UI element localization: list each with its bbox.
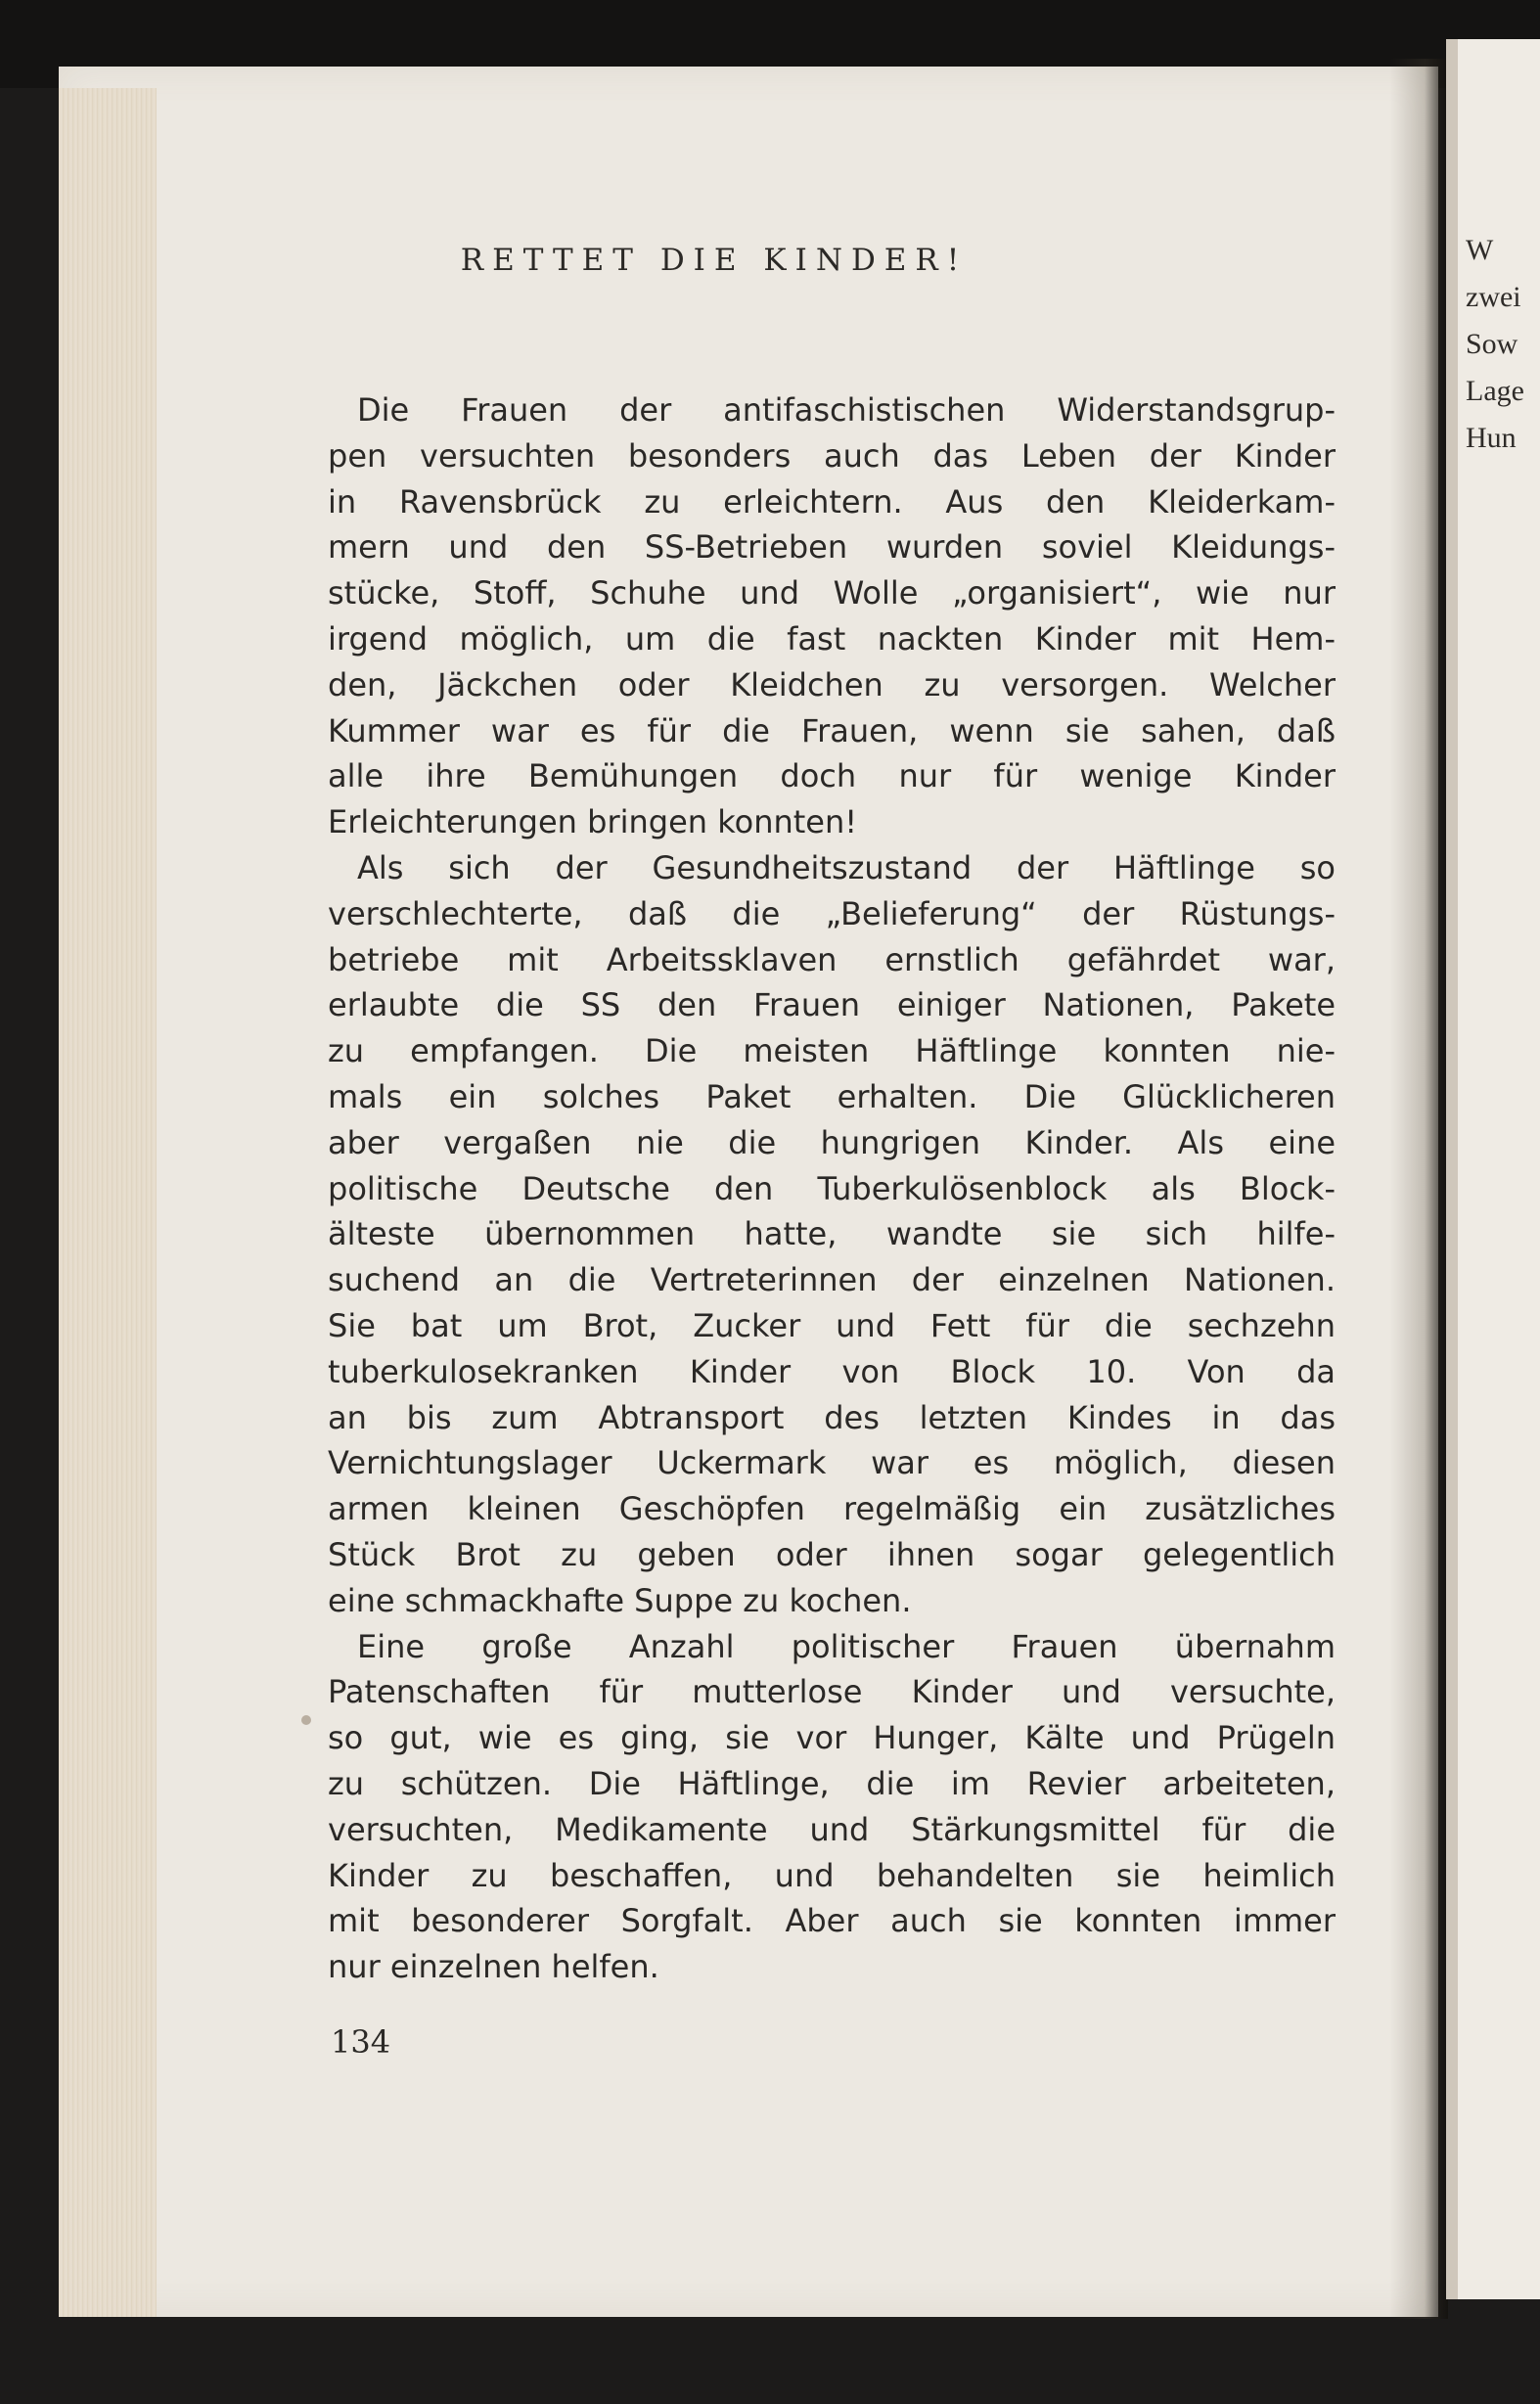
book-gutter <box>1389 59 1448 2319</box>
text-line: Kinder zu beschaffen, und behandelten sie heimlich <box>328 1856 1336 1894</box>
text-line: verschlechterte, daß die „Belieferung“ der Rüstungs- <box>328 894 1336 932</box>
text-line: eine schmackhafte Suppe zu kochen. <box>328 1581 912 1619</box>
text-line: alle ihre Bemühungen doch nur für wenige Kinder <box>328 757 1336 795</box>
page-stack-edge <box>59 88 157 2317</box>
right-page-edge <box>1446 39 1458 2299</box>
next-page-fragment: zwei <box>1466 281 1521 313</box>
text-line: mit besonderer Sorgfalt. Aber auch sie konnten immer <box>328 1902 1336 1940</box>
text-line: armen kleinen Geschöpfen regelmäßig ein zusätzliches <box>328 1490 1336 1528</box>
text-line: irgend möglich, um die fast nackten Kinder mit Hem- <box>328 619 1336 658</box>
text-line: zu schützen. Die Häftlinge, die im Revier arbeiteten, <box>328 1764 1336 1802</box>
text-line: erlaubte die SS den Frauen einiger Nationen, Pakete <box>328 986 1336 1024</box>
next-page-fragment: Lage <box>1466 375 1524 407</box>
text-line: nur einzelnen helfen. <box>328 1948 659 1986</box>
paragraph <box>328 1624 1336 1990</box>
next-page-fragment: Sow <box>1466 328 1518 360</box>
running-head: RETTET DIE KINDER! <box>460 243 969 278</box>
page-number: 134 <box>331 2023 391 2061</box>
text-line: Stück Brot zu geben oder ihnen sogar gelegentlich <box>328 1535 1336 1573</box>
next-page-fragments <box>1466 227 1524 462</box>
text-line: älteste übernommen hatte, wandte sie sich hilfe- <box>328 1215 1336 1253</box>
paragraph <box>328 387 1336 845</box>
text-line: an bis zum Abtransport des letzten Kindes in das <box>328 1398 1336 1436</box>
text-line: mern und den SS-Betrieben wurden soviel Kleidungs- <box>328 528 1336 567</box>
text-line: tuberkulosekranken Kinder von Block 10. Von da <box>328 1352 1336 1390</box>
text-line: zu empfangen. Die meisten Häftlinge konnten nie- <box>328 1032 1336 1070</box>
body-text <box>328 387 1336 1990</box>
text-line: den, Jäckchen oder Kleidchen zu versorgen. Welcher <box>328 665 1336 703</box>
text-line: Kummer war es für die Frauen, wenn sie sahen, daß <box>328 711 1336 749</box>
next-page-fragment: W <box>1466 234 1494 266</box>
text-line: Erleichterungen bringen konnten! <box>328 803 858 841</box>
next-page-fragment: Hun <box>1466 422 1517 454</box>
text-line: Patenschaften für mutterlose Kinder und versuchte, <box>328 1673 1336 1711</box>
text-line: aber vergaßen nie die hungrigen Kinder. Als eine <box>328 1123 1336 1161</box>
text-line: mals ein solches Paket erhalten. Die Glücklicheren <box>328 1077 1336 1115</box>
text-line: pen versuchten besonders auch das Leben der Kinder <box>328 436 1336 475</box>
text-line: Vernichtungslager Uckermark war es möglich, diesen <box>328 1444 1336 1482</box>
text-line: Eine große Anzahl politischer Frauen übernahm <box>357 1627 1336 1665</box>
text-line: in Ravensbrück zu erleichtern. Aus den Kleiderkam- <box>328 482 1336 521</box>
text-line: suchend an die Vertreterinnen der einzelnen Nationen. <box>328 1261 1336 1299</box>
paragraph <box>328 845 1336 1624</box>
text-line: versuchten, Medikamente und Stärkungsmittel für die <box>328 1810 1336 1848</box>
margin-mark <box>301 1715 311 1725</box>
text-line: Sie bat um Brot, Zucker und Fett für die sechzehn <box>328 1306 1336 1344</box>
text-line: betriebe mit Arbeitssklaven ernstlich gefährdet war, <box>328 940 1336 978</box>
text-line: so gut, wie es ging, sie vor Hunger, Kälte und Prügeln <box>328 1719 1336 1757</box>
text-line: Die Frauen der antifaschistischen Widerstandsgrup- <box>357 391 1336 429</box>
text-line: Als sich der Gesundheitszustand der Häftlinge so <box>357 848 1336 886</box>
text-line: stücke, Stoff, Schuhe und Wolle „organisiert“, wie nur <box>328 574 1336 612</box>
text-line: politische Deutsche den Tuberkulösenblock als Block- <box>328 1169 1336 1207</box>
